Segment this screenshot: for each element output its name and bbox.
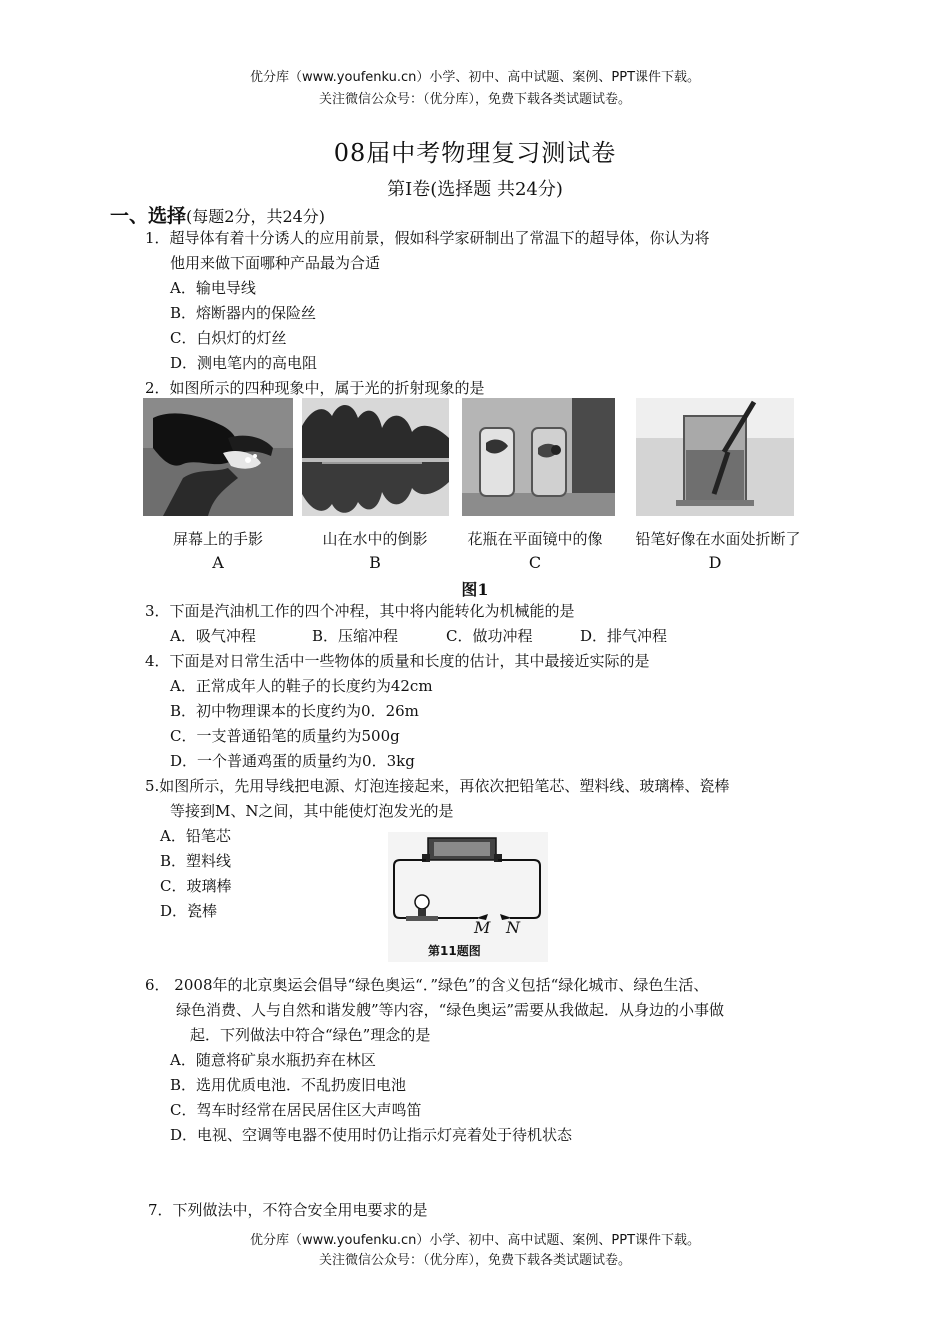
photo-vase-mirror [462,398,615,516]
label-n: N [506,918,520,937]
footer-line-2: 关注微信公众号：（优分库），免费下载各类试题试卷。 [318,1253,631,1268]
q6-option-d: D．电视、空调等电器不使用时仍让指示灯亮着处于待机状态 [170,1126,573,1144]
letter-b: B [369,553,381,572]
q7-text: 7．下列做法中，不符合安全用电要求的是 [148,1201,428,1219]
photo-pencil-water [636,398,794,516]
letter-a: A [212,553,224,572]
section-note: (每题2分，共24分) [186,207,326,226]
q5-option-a: A．铅笔芯 [160,827,231,845]
page-subtitle: 第Ⅰ卷(选择题 共24分) [387,179,563,200]
caption-c: 花瓶在平面镜中的像 [467,530,603,548]
q4-option-b: B．初中物理课本的长度约为0．26m [170,702,419,720]
q5-line-1: 5.如图所示，先用导线把电源、灯泡连接起来，再依次把铅笔芯、塑料线、玻璃棒、瓷棒 [145,777,730,795]
caption-b: 山在水中的倒影 [322,530,428,548]
label-m: M [474,918,491,937]
q4-option-a: A．正常成年人的鞋子的长度约为42cm [170,677,433,695]
q5-option-d: D．瓷棒 [160,902,218,920]
q1-line-1: 1．超导体有着十分诱人的应用前景，假如科学家研制出了常温下的超导体，你认为将 [145,229,710,247]
bulb-icon [415,895,429,909]
q3-option-a: A．吸气冲程 [170,627,256,645]
caption-d: 铅笔好像在水面处折断了 [635,530,801,548]
q1-option-c: C．白炽灯的灯丝 [170,329,287,347]
section-label: 一、选择 [110,205,187,227]
q6-line-2: 绿色消费、人与自然和谐发艘”等内容，“绿色奥运”需要从我做起．从身边的小事做 [176,1001,725,1019]
header-line-2: 关注微信公众号：（优分库），免费下载各类试题试卷。 [318,92,631,107]
q3-option-b: B．压缩冲程 [312,627,399,645]
figure-1-label: 图1 [461,580,489,599]
footer-line-1: 优分库（www.youfenku.cn）小学、初中、高中试题、案例、PPT课件下载。 [249,1233,701,1248]
q6-option-a: A．随意将矿泉水瓶扔弃在林区 [170,1051,376,1069]
circuit-caption: 第11题图 [428,944,481,958]
q3-text: 3．下面是汽油机工作的四个冲程，其中将内能转化为机械能的是 [145,602,575,620]
q6-line-1: 6． 2008年的北京奥运会倡导“绿色奥运“．”绿色”的含义包括“绿化城市、绿色生活、 [145,976,709,994]
q5-option-b: B．塑料线 [160,852,232,870]
section-heading [110,201,325,228]
q1-option-a: A．输电导线 [170,279,256,297]
q6-option-c: C．驾车时经常在居民居住区大声鸣笛 [170,1101,422,1119]
q5-line-2: 等接到M、N之间，其中能使灯泡发光的是 [170,802,454,820]
q3-option-c: C．做功冲程 [446,627,533,645]
q1-option-b: B．熔断器内的保险丝 [170,304,317,322]
q2-text: 2．如图所示的四种现象中，属于光的折射现象的是 [145,379,485,397]
q6-option-b: B．选用优质电池．不乱扔废旧电池 [170,1076,407,1094]
q4-option-d: D．一个普通鸡蛋的质量约为0．3kg [170,752,415,770]
q1-line-2: 他用来做下面哪种产品最为合适 [170,254,381,272]
q4-option-c: C．一支普通铅笔的质量约为500g [170,727,400,745]
q6-line-3: 起．下列做法中符合“绿色”理念的是 [190,1026,431,1044]
header-line-1: 优分库（www.youfenku.cn）小学、初中、高中试题、案例、PPT课件下载。 [249,70,701,85]
letter-d: D [708,553,722,572]
letter-c: C [528,553,542,572]
q5-option-c: C．玻璃棒 [160,877,232,895]
caption-a: 屏幕上的手影 [172,530,263,548]
photo-mountain-reflection [302,398,449,516]
q3-option-d: D．排气冲程 [580,627,668,645]
page-title: 08届中考物理复习测试卷 [333,139,617,167]
photo-hand-shadow [143,398,293,516]
q4-text: 4．下面是对日常生活中一些物体的质量和长度的估计，其中最接近实际的是 [145,652,650,670]
circuit-diagram [388,832,548,962]
q1-option-d: D．测电笔内的高电阻 [170,354,318,372]
